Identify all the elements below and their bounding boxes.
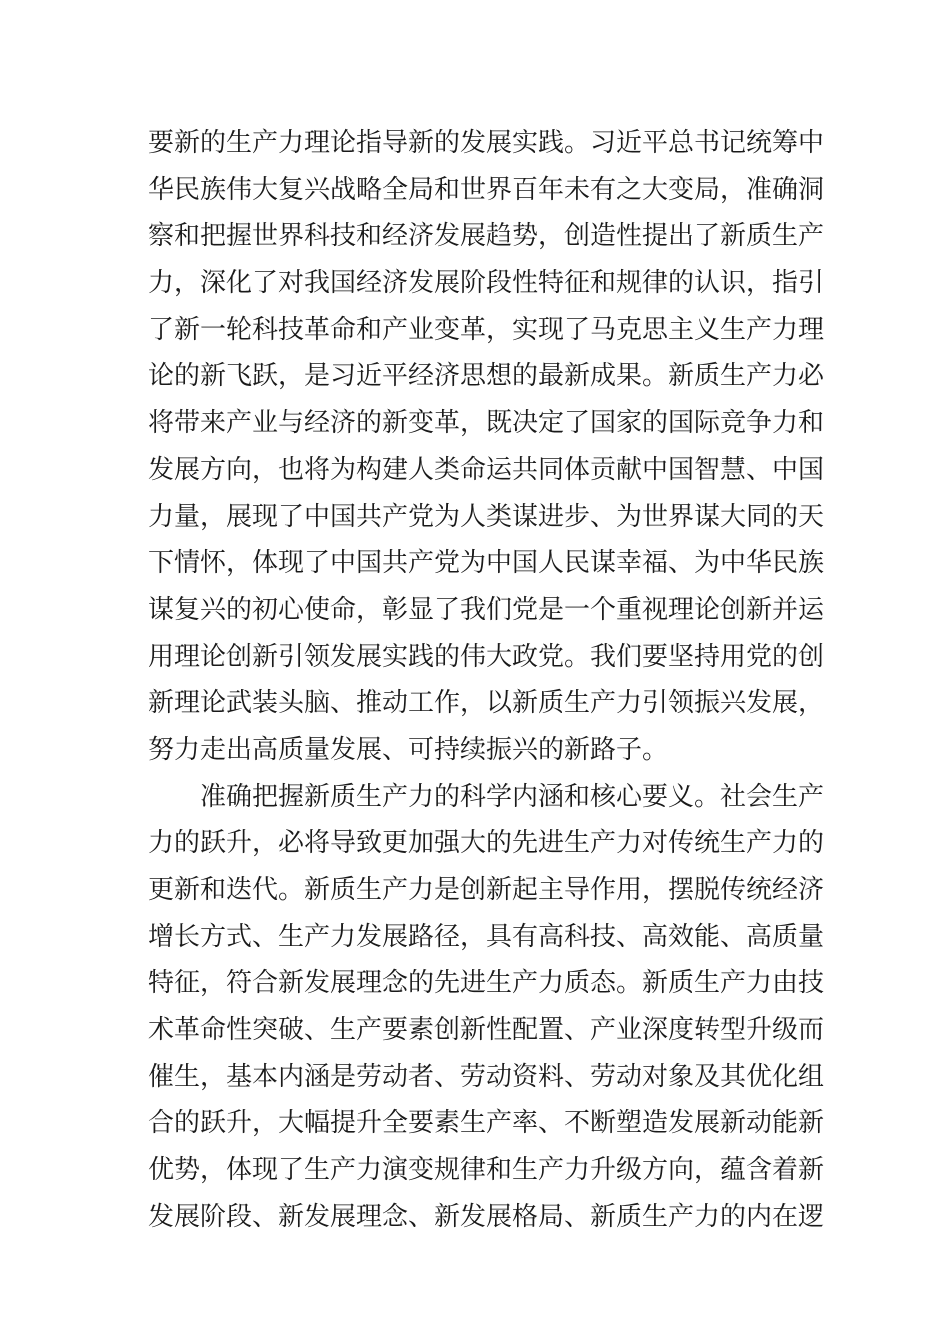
- text-line: 增长方式、生产力发展路径，具有高科技、高效能、高质量: [148, 921, 825, 952]
- text-line: 要新的生产力理论指导新的发展实践。习近平总书记统筹中: [148, 128, 825, 158]
- text-line: 了新一轮科技革命和产业变革，实现了马克思主义生产力理: [148, 314, 825, 345]
- text-line: 新理论武装头脑、推动工作，以新质生产力引领振兴发展，: [148, 688, 825, 719]
- text-line: 将带来产业与经济的新变革，既决定了国家的国际竞争力和: [148, 408, 825, 439]
- text-line: 合的跃升，大幅提升全要素生产率、不断塑造发展新动能新: [148, 1108, 825, 1139]
- text-line: 努力走出高质量发展、可持续振兴的新路子。: [148, 734, 669, 765]
- text-line: 力量，展现了中国共产党为人类谋进步、为世界谋大同的天: [148, 501, 825, 532]
- text-line: 用理论创新引领发展实践的伟大政党。我们要坚持用党的创: [148, 641, 825, 672]
- text-line: 论的新飞跃，是习近平经济思想的最新成果。新质生产力必: [148, 361, 825, 392]
- text-line: 准确把握新质生产力的科学内涵和核心要义。社会生产: [200, 781, 825, 812]
- text-line: 谋复兴的初心使命，彰显了我们党是一个重视理论创新并运: [148, 594, 825, 625]
- text-line: 发展阶段、新发展理念、新发展格局、新质生产力的内在逻: [148, 1201, 825, 1232]
- text-line: 察和把握世界科技和经济发展趋势，创造性提出了新质生产: [148, 221, 825, 252]
- text-line: 特征，符合新发展理念的先进生产力质态。新质生产力由技: [148, 968, 825, 999]
- text-line: 催生，基本内涵是劳动者、劳动资料、劳动对象及其优化组: [148, 1061, 825, 1092]
- text-line: 术革命性突破、生产要素创新性配置、产业深度转型升级而: [148, 1015, 825, 1046]
- text-line: 发展方向，也将为构建人类命运共同体贡献中国智慧、中国: [148, 454, 825, 485]
- text-line: 力的跃升，必将导致更加强大的先进生产力对传统生产力的: [148, 828, 825, 859]
- paragraph-2: [148, 774, 825, 1241]
- paragraph-1: [148, 120, 825, 774]
- text-line: 力，深化了对我国经济发展阶段性特征和规律的认识，指引: [148, 268, 825, 299]
- document-body: [148, 120, 825, 1241]
- text-line: 华民族伟大复兴战略全局和世界百年未有之大变局，准确洞: [148, 174, 825, 205]
- text-line: 下情怀，体现了中国共产党为中国人民谋幸福、为中华民族: [148, 548, 825, 579]
- text-line: 更新和迭代。新质生产力是创新起主导作用，摆脱传统经济: [148, 875, 825, 905]
- text-line: 优势，体现了生产力演变规律和生产力升级方向，蕴含着新: [148, 1155, 825, 1186]
